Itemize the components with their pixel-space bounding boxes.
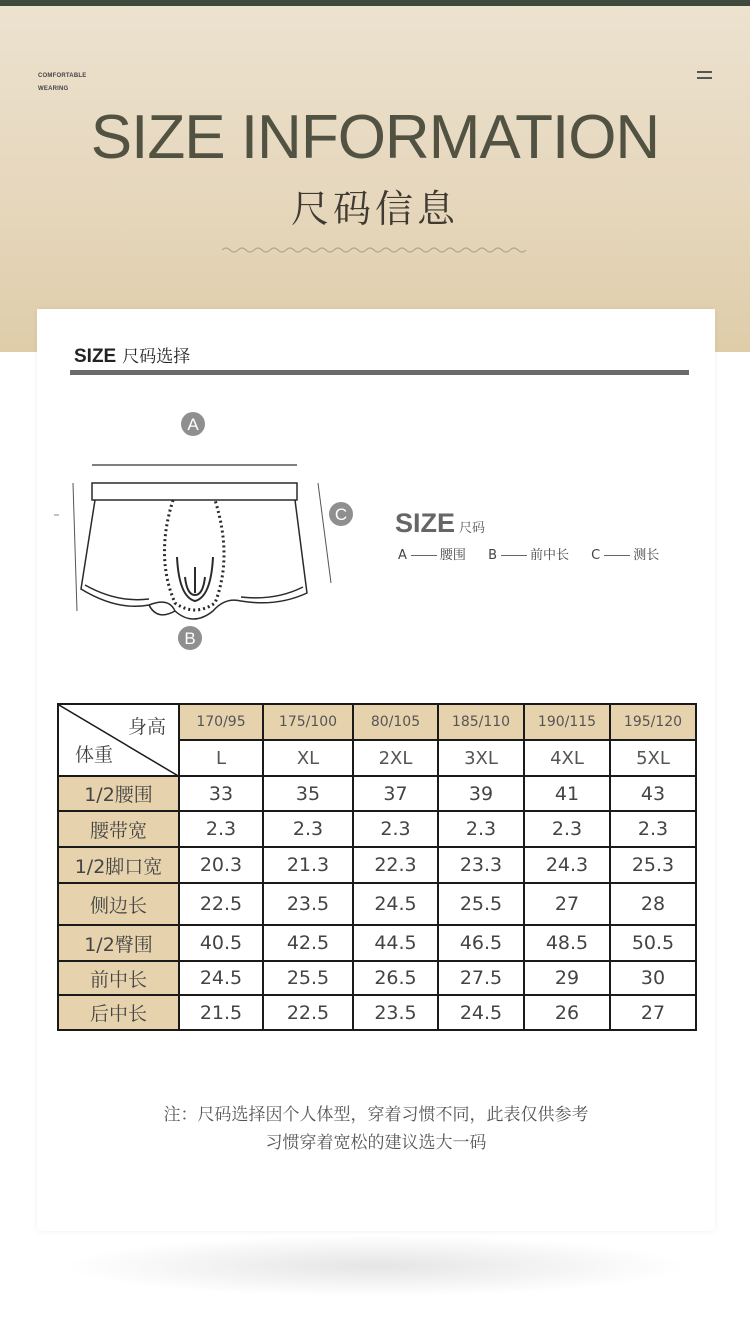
legend-key-c: C xyxy=(591,548,601,563)
table-row xyxy=(58,925,696,961)
table-cell: 20.3 xyxy=(179,847,263,883)
size-card xyxy=(37,309,715,1231)
height-weight-cell: 195/120 xyxy=(610,704,696,740)
legend-title-en: SIZE xyxy=(395,508,456,538)
table-cell: 24.5 xyxy=(438,995,524,1030)
corner-weight-label: 体重 xyxy=(75,744,114,766)
table-cell: 2.3 xyxy=(353,811,438,847)
marker-a-label: A xyxy=(187,415,199,434)
brand-tag: COMFORTABLE WEARING xyxy=(38,73,87,92)
table-cell: 27 xyxy=(524,883,610,925)
marker-a xyxy=(181,412,205,436)
marker-b xyxy=(178,626,202,650)
legend-label-c: 测长 xyxy=(633,548,660,563)
height-weight-cell: 190/115 xyxy=(524,704,610,740)
card-heading xyxy=(74,342,190,368)
table-cell: 25.5 xyxy=(438,883,524,925)
size-cell: XL xyxy=(263,740,353,776)
table-cell: 21.3 xyxy=(263,847,353,883)
legend-key-a: A xyxy=(398,548,407,563)
pouch-stitching xyxy=(164,500,224,610)
table-cell: 24.5 xyxy=(179,961,263,995)
height-weight-cell: 185/110 xyxy=(438,704,524,740)
row-label: 前中长 xyxy=(58,961,179,995)
table-row xyxy=(58,847,696,883)
table-cell: 48.5 xyxy=(524,925,610,961)
row-label: 1/2臀围 xyxy=(58,925,179,961)
row-label: 1/2腰围 xyxy=(58,776,179,811)
row-label: 1/2脚口宽 xyxy=(58,847,179,883)
legend-items xyxy=(398,544,659,563)
table-row xyxy=(58,995,696,1030)
wave-divider xyxy=(222,244,528,256)
size-note-line1: 注：尺码选择因个人体型，穿着习惯不同，此表仅供参考 xyxy=(163,1105,589,1125)
size-cell: 2XL xyxy=(353,740,438,776)
row-label: 腰带宽 xyxy=(58,811,179,847)
table-cell: 26.5 xyxy=(353,961,438,995)
table-cell: 23.3 xyxy=(438,847,524,883)
table-row xyxy=(58,811,696,847)
legend-label-b: 前中长 xyxy=(529,548,569,563)
size-cell: L xyxy=(179,740,263,776)
table-cell: 46.5 xyxy=(438,925,524,961)
table-cell: 35 xyxy=(263,776,353,811)
pouch-detail xyxy=(177,557,213,601)
card-shadow xyxy=(70,1236,680,1296)
table-cell: 22.5 xyxy=(179,883,263,925)
table-cell: 26 xyxy=(524,995,610,1030)
table-row xyxy=(58,776,696,811)
size-cell: 4XL xyxy=(524,740,610,776)
height-weight-cell: 80/105 xyxy=(353,704,438,740)
table-cell: 39 xyxy=(438,776,524,811)
menu-icon[interactable] xyxy=(697,70,712,80)
legend-label-a: 腰围 xyxy=(439,548,466,563)
side-line-left xyxy=(73,483,77,611)
table-cell: 28 xyxy=(610,883,696,925)
size-note-line2: 习惯穿着宽松的建议选大一码 xyxy=(265,1133,487,1153)
page-title: SIZE INFORMATION xyxy=(90,103,660,172)
corner-height-label: 身高 xyxy=(127,716,166,738)
table-cell: 40.5 xyxy=(179,925,263,961)
hero-banner xyxy=(0,6,750,352)
table-cell: 30 xyxy=(610,961,696,995)
marker-c xyxy=(329,502,353,526)
underwear-diagram xyxy=(45,407,365,657)
table-header-row xyxy=(58,704,696,740)
table-cell: 27 xyxy=(610,995,696,1030)
heading-rule xyxy=(70,370,689,375)
table-cell: 22.5 xyxy=(263,995,353,1030)
height-weight-cell: 170/95 xyxy=(179,704,263,740)
table-cell: 25.5 xyxy=(263,961,353,995)
table-cell: 22.3 xyxy=(353,847,438,883)
table-cell: 2.3 xyxy=(438,811,524,847)
size-cell: 3XL xyxy=(438,740,524,776)
table-cell: 2.3 xyxy=(179,811,263,847)
table-cell: 29 xyxy=(524,961,610,995)
page-subtitle: 尺码信息 xyxy=(290,187,459,231)
table-cell: 21.5 xyxy=(179,995,263,1030)
table-row xyxy=(58,883,696,925)
row-label: 后中长 xyxy=(58,995,179,1030)
table-cell: 42.5 xyxy=(263,925,353,961)
table-cell: 33 xyxy=(179,776,263,811)
garment-outline xyxy=(81,483,307,619)
side-line-right xyxy=(318,483,331,583)
marker-c-label: C xyxy=(334,505,348,524)
table-cell: 25.3 xyxy=(610,847,696,883)
table-cell: 24.3 xyxy=(524,847,610,883)
table-cell: 50.5 xyxy=(610,925,696,961)
marker-b-label: B xyxy=(184,629,196,648)
size-note xyxy=(37,1101,715,1157)
table-cell: 2.3 xyxy=(263,811,353,847)
row-label: 侧边长 xyxy=(58,883,179,925)
size-table xyxy=(57,703,697,1031)
size-cell: 5XL xyxy=(610,740,696,776)
card-heading-en: SIZE xyxy=(74,346,117,367)
card-heading-cn: 尺码选择 xyxy=(122,347,191,367)
legend-key-b: B xyxy=(488,548,497,563)
table-row xyxy=(58,961,696,995)
table-cell: 43 xyxy=(610,776,696,811)
table-cell: 24.5 xyxy=(353,883,438,925)
table-cell: 37 xyxy=(353,776,438,811)
height-weight-cell: 175/100 xyxy=(263,704,353,740)
table-cell: 27.5 xyxy=(438,961,524,995)
table-cell: 2.3 xyxy=(610,811,696,847)
table-cell: 23.5 xyxy=(353,995,438,1030)
table-cell: 41 xyxy=(524,776,610,811)
legend-title-cn: 尺码 xyxy=(459,521,486,536)
table-cell: 44.5 xyxy=(353,925,438,961)
table-cell: 23.5 xyxy=(263,883,353,925)
corner-cell xyxy=(58,704,179,776)
table-cell: 2.3 xyxy=(524,811,610,847)
legend-title xyxy=(395,508,485,539)
